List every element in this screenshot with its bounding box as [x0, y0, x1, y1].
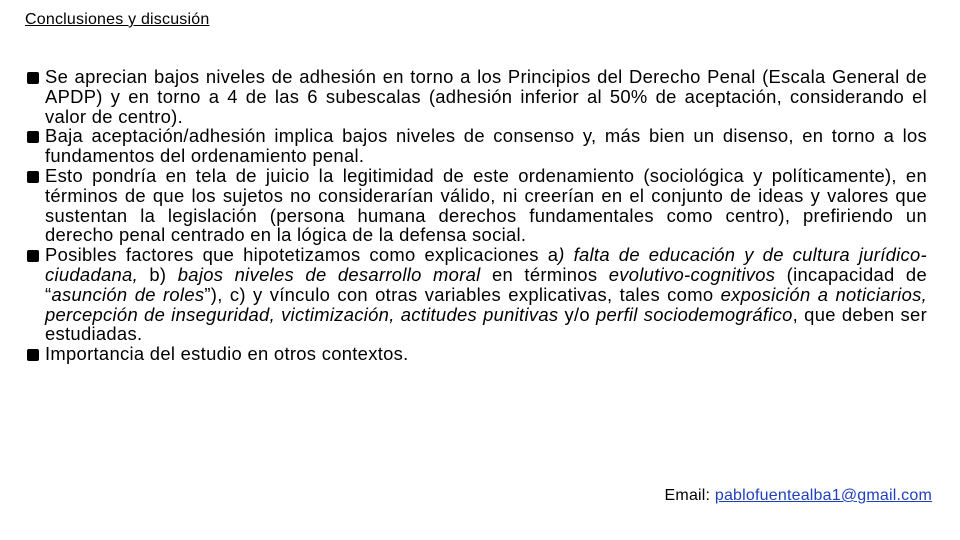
q-bullet-icon: [27, 171, 39, 183]
contact-email: [665, 487, 932, 505]
bullet-text-italic: evolutivo-cognitivos: [608, 263, 776, 285]
bullet-text: Importancia del estudio en otros contextos.: [45, 343, 409, 365]
bullet-item: [27, 344, 927, 364]
email-link[interactable]: pablofuentealba1@gmail.com: [714, 487, 932, 504]
bullet-text: , que deben ser estudiadas.: [45, 303, 927, 345]
q-bullet-icon: [27, 72, 39, 84]
bullet-item: [27, 166, 927, 245]
bullet-item: [27, 245, 927, 344]
bullet-text-italic: ) falta de educación y de cultura jurídico-ciudadana,: [45, 244, 927, 285]
slide-title: Conclusiones y discusión: [25, 11, 210, 28]
bullet-text: b): [138, 263, 178, 285]
bullet-text-italic: exposición a noticiarios, percepción de inseguridad, victimización, actitudes punitivas: [45, 283, 927, 325]
bullet-text-italic: perfil sociodemográfico: [595, 303, 793, 325]
bullet-text-italic: bajos niveles de desarrollo moral: [177, 263, 481, 285]
bullet-text: y/o: [558, 303, 596, 325]
bullet-text-italic: asunción de roles: [51, 283, 205, 305]
bullet-text: en términos: [480, 263, 609, 285]
bullet-text: Se aprecian bajos niveles de adhesión en torno a los Principios del Derecho Penal (Escala General de APDP) y en torno a 4 de las 6 subescalas (adhesión inferior al 50% de aceptación, considerando el valor de centro).: [45, 66, 927, 127]
bullet-text: Esto pondría en tela de juicio la legitimidad de este ordenamiento (sociológica y políticamente), en términos de que los sujetos no considerarían válido, ni creerían en el conjunto de ideas y valores que sustentan la legislación (persona humana derechos fundamentales como centro), prefiriendo un derecho penal centrado en la lógica de la defensa social.: [45, 164, 927, 246]
email-label: Email:: [664, 487, 715, 504]
bullet-item: [27, 126, 927, 166]
q-bullet-icon: [27, 349, 39, 361]
bullet-list: [27, 67, 927, 364]
q-bullet-icon: [27, 131, 39, 143]
bullet-text: Posibles factores que hipotetizamos como explicaciones a: [45, 244, 559, 266]
bullet-text: Baja aceptación/adhesión implica bajos niveles de consenso y, más bien un disenso, en torno a los fundamentos del ordenamiento penal.: [45, 125, 927, 167]
bullet-item: [27, 67, 927, 126]
bullet-text: ”), c) y vínculo con otras variables explicativas, tales como: [204, 283, 721, 305]
q-bullet-icon: [27, 250, 39, 262]
bullet-text: (incapacidad de “: [45, 263, 927, 305]
